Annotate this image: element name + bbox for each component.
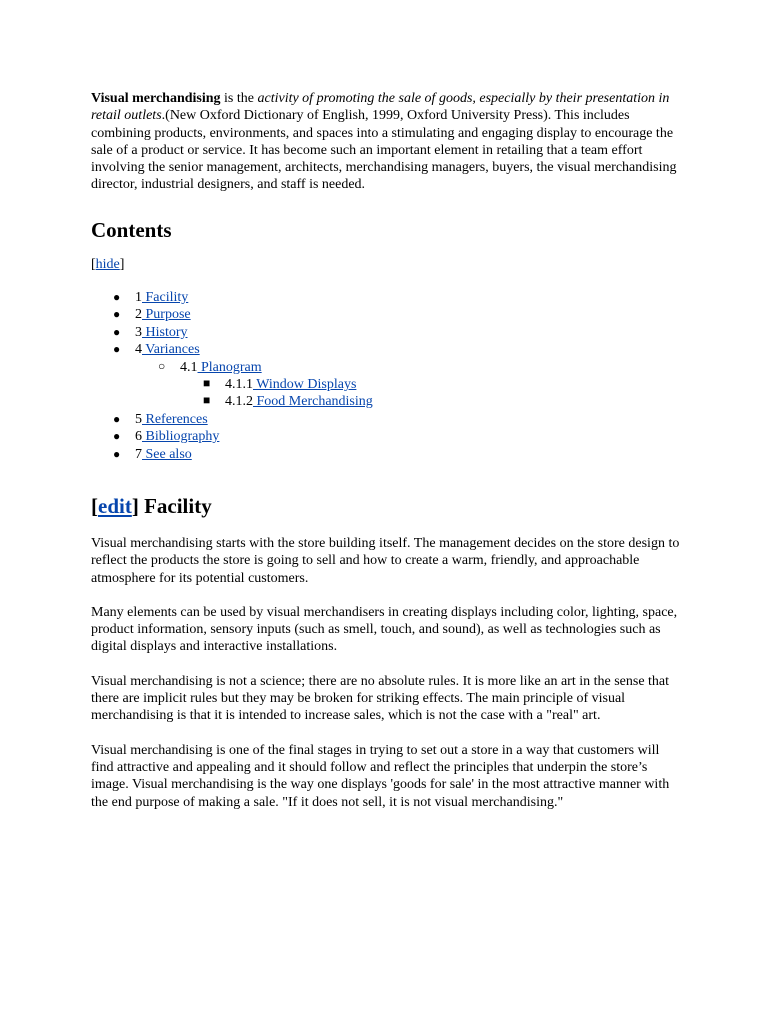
toc-number: 5 [135,411,142,427]
bullet-disc-icon: ● [113,411,121,426]
toc-number: 6 [135,429,142,445]
bullet-disc-icon: ● [113,429,121,444]
toc-number: 3 [135,324,142,340]
toc-item-facility [91,289,681,306]
toc-item-purpose [91,306,681,323]
toc-link-food-merchandising[interactable]: Food Merchandising [253,394,373,410]
facility-paragraph-2: Many elements can be used by visual merchandisers in creating displays including color, lighting, space, product information, sensory inputs (such as smell, touch, and sound), as well as technologies such as digital displays and interactive installations. [91,604,678,655]
toc-item-history [91,324,681,341]
section-heading-facility [91,493,681,519]
toc-link-see-also[interactable]: See also [142,446,192,462]
facility-paragraph-1: Visual merchandising starts with the store building itself. The management decides on the store design to reflect the products the store is going to sell and how to create a warm, friendly, and approachable atmosphere for its potential customers. [91,535,680,586]
toc-link-planogram[interactable]: Planogram [197,359,262,375]
intro-connector: is the [220,91,258,106]
intro-definition: activity of promoting the sale of goods, especially by their presentation in retail outlets [91,91,670,124]
intro-rest: .(New Oxford Dictionary of English, 1999, Oxford University Press). This includes combining products, environments, and spaces into a stimulating and engaging display to encourage the sale of a product or service. It has become such an important element in retailing that a team effort involving the senior management, architects, merchandising managers, buyers, the visual merchandising director, industrial designers, and staff is needed. [91,108,677,193]
toc-item-variances [91,341,681,358]
bullet-disc-icon: ● [113,342,121,357]
bullet-circle-icon: ○ [158,358,166,373]
table-of-contents [91,289,681,463]
toc-link-bibliography[interactable]: Bibliography [142,429,220,445]
toc-link-facility[interactable]: Facility [142,290,189,306]
toc-hide-link[interactable]: hide [95,256,120,272]
toc-item-food-merchandising [91,393,681,410]
edit-bracket-close: ] [131,493,139,518]
bullet-disc-icon: ● [113,290,121,305]
toc-number: 4.1 [180,359,198,375]
toc-link-window-displays[interactable]: Window Displays [253,377,357,393]
toc-link-history[interactable]: History [142,324,188,340]
toc-item-window-displays [91,376,681,393]
toc-toggle-open: [ [91,256,96,272]
toc-number: 4.1.2 [225,394,253,410]
article-content [91,90,681,811]
toc-item-bibliography [91,428,681,445]
toc-number: 2 [135,307,142,323]
toc-number: 1 [135,290,142,306]
toc-item-planogram [91,359,681,376]
toc-number: 4.1.1 [225,377,253,393]
bullet-disc-icon: ● [113,324,121,339]
toc-link-variances[interactable]: Variances [142,342,200,358]
toc-item-see-also [91,446,681,463]
facility-paragraph-3: Visual merchandising is not a science; there are no absolute rules. It is more like an art in the sense that there are implicit rules but they may be broken for striking effects. The main principle of visual merchandising is that it is intended to increase sales, which is not the case with a "real" art. [91,673,670,724]
intro-paragraph [91,90,681,194]
toc-number: 7 [135,446,142,462]
bullet-square-icon: ■ [203,393,211,408]
intro-term: Visual merchandising [91,91,221,106]
edit-section-link[interactable]: edit [98,493,132,518]
toc-link-references[interactable]: References [142,411,208,427]
bullet-disc-icon: ● [113,446,121,461]
facility-paragraph-4: Visual merchandising is one of the final stages in trying to set out a store in a way that customers will find attractive and appealing and it should follow and reflect the principles that underpin the store’s image. Visual merchandising is the way one displays 'goods for sale' in the most attractive manner with the end purpose of making a sale. "If it does not sell, it is not visual merchandising." [91,742,670,810]
toc-toggle-close: ] [119,256,125,272]
toc-toggle [91,256,681,273]
section-title: Facility [138,493,212,518]
bullet-square-icon: ■ [203,376,211,391]
toc-item-references [91,411,681,428]
toc-number: 4 [135,342,142,358]
contents-heading: Contents [91,217,172,242]
toc-link-purpose[interactable]: Purpose [142,307,191,323]
bullet-disc-icon: ● [113,307,121,322]
edit-bracket-open: [ [91,493,98,518]
